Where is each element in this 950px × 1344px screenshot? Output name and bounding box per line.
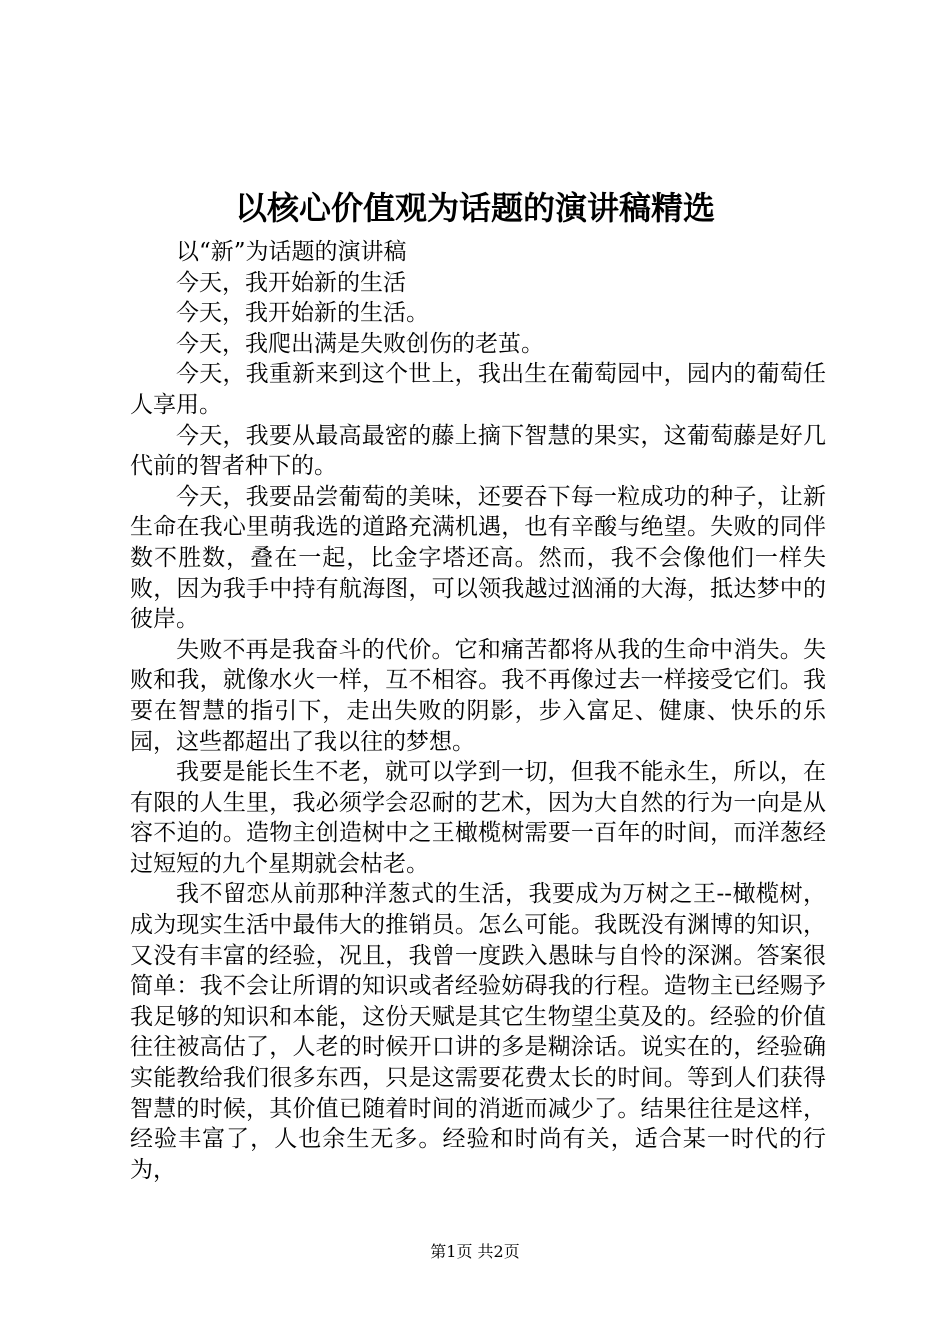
paragraph: 我要是能长生不老，就可以学到一切，但我不能永生，所以，在有限的人生里，我必须学会忍耐的艺术，因为大自然的行为一向是从容不迫的。造物主创造树中之王橄榄树需要一百年的时间，而洋葱经过短短的九个星期就会枯老。	[130, 759, 826, 877]
paragraph: 失败不再是我奋斗的代价。它和痛苦都将从我的生命中消失。失败和我，就像水火一样，互不相容。我不再像过去一样接受它们。我要在智慧的指引下，走出失败的阴影，步入富足、健康、快乐的乐园，这些都超出了我以往的梦想。	[130, 636, 826, 755]
paragraph: 今天，我开始新的生活。	[176, 300, 429, 327]
paragraph: 今天，我爬出满是失败创伤的老茧。	[176, 330, 544, 357]
paragraph: 我不留恋从前那种洋葱式的生活，我要成为万树之王--橄榄树，成为现实生活中最伟大的推销员。怎么可能。我既没有渊博的知识，又没有丰富的经验，况且，我曾一度跌入愚昧与自怜的深渊。答案很简单：我不会让所谓的知识或者经验妨碍我的行程。造物主已经赐予我足够的知识和本能，这份天赋是其它生物望尘莫及的。经验的价值往往被高估了，人老的时候开口讲的多是糊涂话。说实在的，经验确实能教给我们很多东西，只是这需要花费太长的时间。等到人们获得智慧的时候，其价值已随着时间的消逝而减少了。结果往往是这样，经验丰富了，人也余生无多。经验和时尚有关，适合某一时代的行为，	[130, 881, 826, 1183]
paragraph: 今天，我重新来到这个世上，我出生在葡萄园中，园内的葡萄任人享用。	[130, 361, 826, 418]
document-title: 以核心价值观为话题的演讲稿精选	[234, 189, 715, 227]
paragraph: 以“新”为话题的演讲稿	[176, 239, 407, 265]
document-body	[130, 237, 826, 1185]
page-footer: 第1页 共2页	[430, 1242, 520, 1261]
paragraph: 今天，我要品尝葡萄的美味，还要吞下每一粒成功的种子，让新生命在我心里萌我选的道路充满机遇，也有辛酸与绝望。失败的同伴数不胜数，叠在一起，比金字塔还高。然而，我不会像他们一样失败，因为我手中持有航海图，可以领我越过汹涌的大海，抵达梦中的彼岸。	[130, 483, 826, 633]
paragraph: 今天，我开始新的生活	[176, 269, 406, 296]
paragraph: 今天，我要从最高最密的藤上摘下智慧的果实，这葡萄藤是好几代前的智者种下的。	[130, 422, 826, 480]
